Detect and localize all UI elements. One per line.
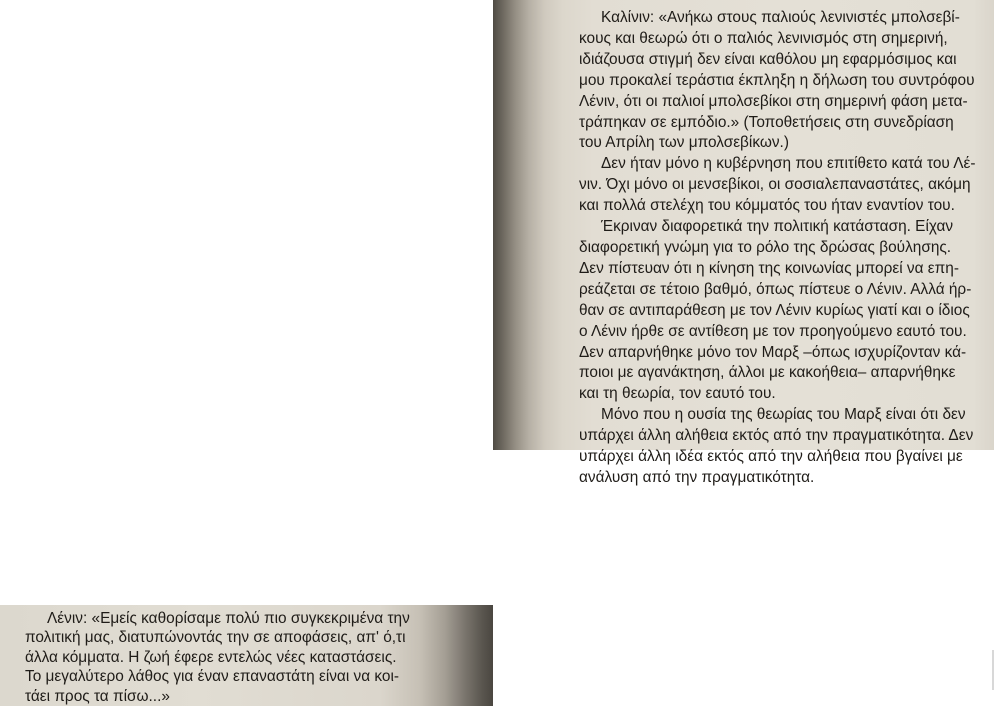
text-line: υπάρχει άλλη αλήθεια εκτός από την πραγματικότητα. Δεν (579, 427, 974, 445)
text-line: Λένιν, ότι οι παλιοί μπολσεβίκοι στη σημερινή φάση μετα- (579, 92, 968, 110)
text-line: και τη θεωρία, τον εαυτό του. (579, 385, 776, 403)
text-line: άλλα κόμματα. Η ζωή έφερε εντελώς νέες καταστάσεις. (25, 648, 397, 666)
text-line: πολιτική μας, διατυπώνοντάς την σε αποφάσεις, απ' ό,τι (25, 629, 406, 647)
text-line: Λένιν: «Εμείς καθορίσαμε πολύ πιο συγκεκριμένα την (47, 610, 410, 627)
text-line: του Απρίλη των μπολσεβίκων.) (579, 134, 789, 152)
paragraph (579, 217, 984, 405)
text-line: τράπηκαν σε εμπόδιο.» (Τοποθετήσεις στη συνεδρίαση (579, 113, 954, 131)
text-line: ποιοι με αγανάκτηση, άλλοι με κακοήθεια– απαρνήθηκε (579, 364, 956, 382)
paragraph (579, 154, 984, 217)
text-line: Έκριναν διαφορετικά την πολιτική κατάσταση. Είχαν (601, 218, 954, 236)
text-line: μου προκαλεί τεράστια έκπληξη η δήλωση του συντρόφου (579, 71, 975, 89)
text-line: ο Λένιν ήρθε σε αντίθεση με τον προηγούμενο εαυτό του. (579, 322, 967, 340)
text-line: Καλίνιν: «Ανήκω στους παλιούς λενινιστές μπολσεβί- (601, 9, 960, 26)
text-line: Δεν απαρνήθηκε μόνο τον Μαρξ –όπως ισχυρίζονταν κά- (579, 343, 967, 361)
bottom-text-excerpt (0, 605, 493, 706)
text-line: Το μεγαλύτερο λάθος για έναν επαναστάτη είναι να κοι- (25, 668, 400, 686)
text-line: υπάρχει άλλη ιδέα εκτός από την αλήθεια που βγαίνει με (579, 448, 963, 466)
paragraph (579, 405, 984, 489)
text-line: Μόνο που η ουσία της θεωρίας του Μαρξ είναι ότι δεν (601, 406, 966, 424)
text-line: και πολλά στελέχη του κόμματός του ήταν εναντίον του. (579, 197, 955, 215)
text-line: Δεν πίστευαν ότι η κίνηση της κοινωνίας μπορεί να επη- (579, 259, 959, 277)
top-text-excerpt (493, 0, 994, 486)
text-line: θαν σε αντιπαράθεση με τον Λένιν κυρίως γιατί και ο ίδιος (579, 301, 970, 319)
text-line: κους και θεωρώ ότι ο παλιός λενινισμός στη σημερινή, (579, 29, 948, 47)
text-line: νιν. Όχι μόνο οι μενσεβίκοι, οι σοσιαλεπαναστάτες, ακόμη (579, 176, 971, 194)
text-line: διαφορετική γνώμη για το ρόλο της δρώσας βούλησης. (579, 238, 952, 256)
text-line: ρεάζεται σε τέτοιο βαθμό, όπως πίστευε ο Λένιν. Αλλά ήρ- (579, 280, 972, 298)
text-line: ανάλυση από την πραγματικότητα. (579, 468, 815, 486)
paragraph (25, 609, 449, 706)
text-line: ιδιάζουσα στιγμή δεν είναι καθόλου μη εφαρμόσιμος και (579, 50, 957, 68)
text-line: Δεν ήταν μόνο η κυβέρνηση που επιτίθετο κατά του Λέ- (601, 155, 976, 173)
paragraph (579, 8, 984, 154)
text-line: τάει προς τα πίσω...» (25, 687, 170, 705)
